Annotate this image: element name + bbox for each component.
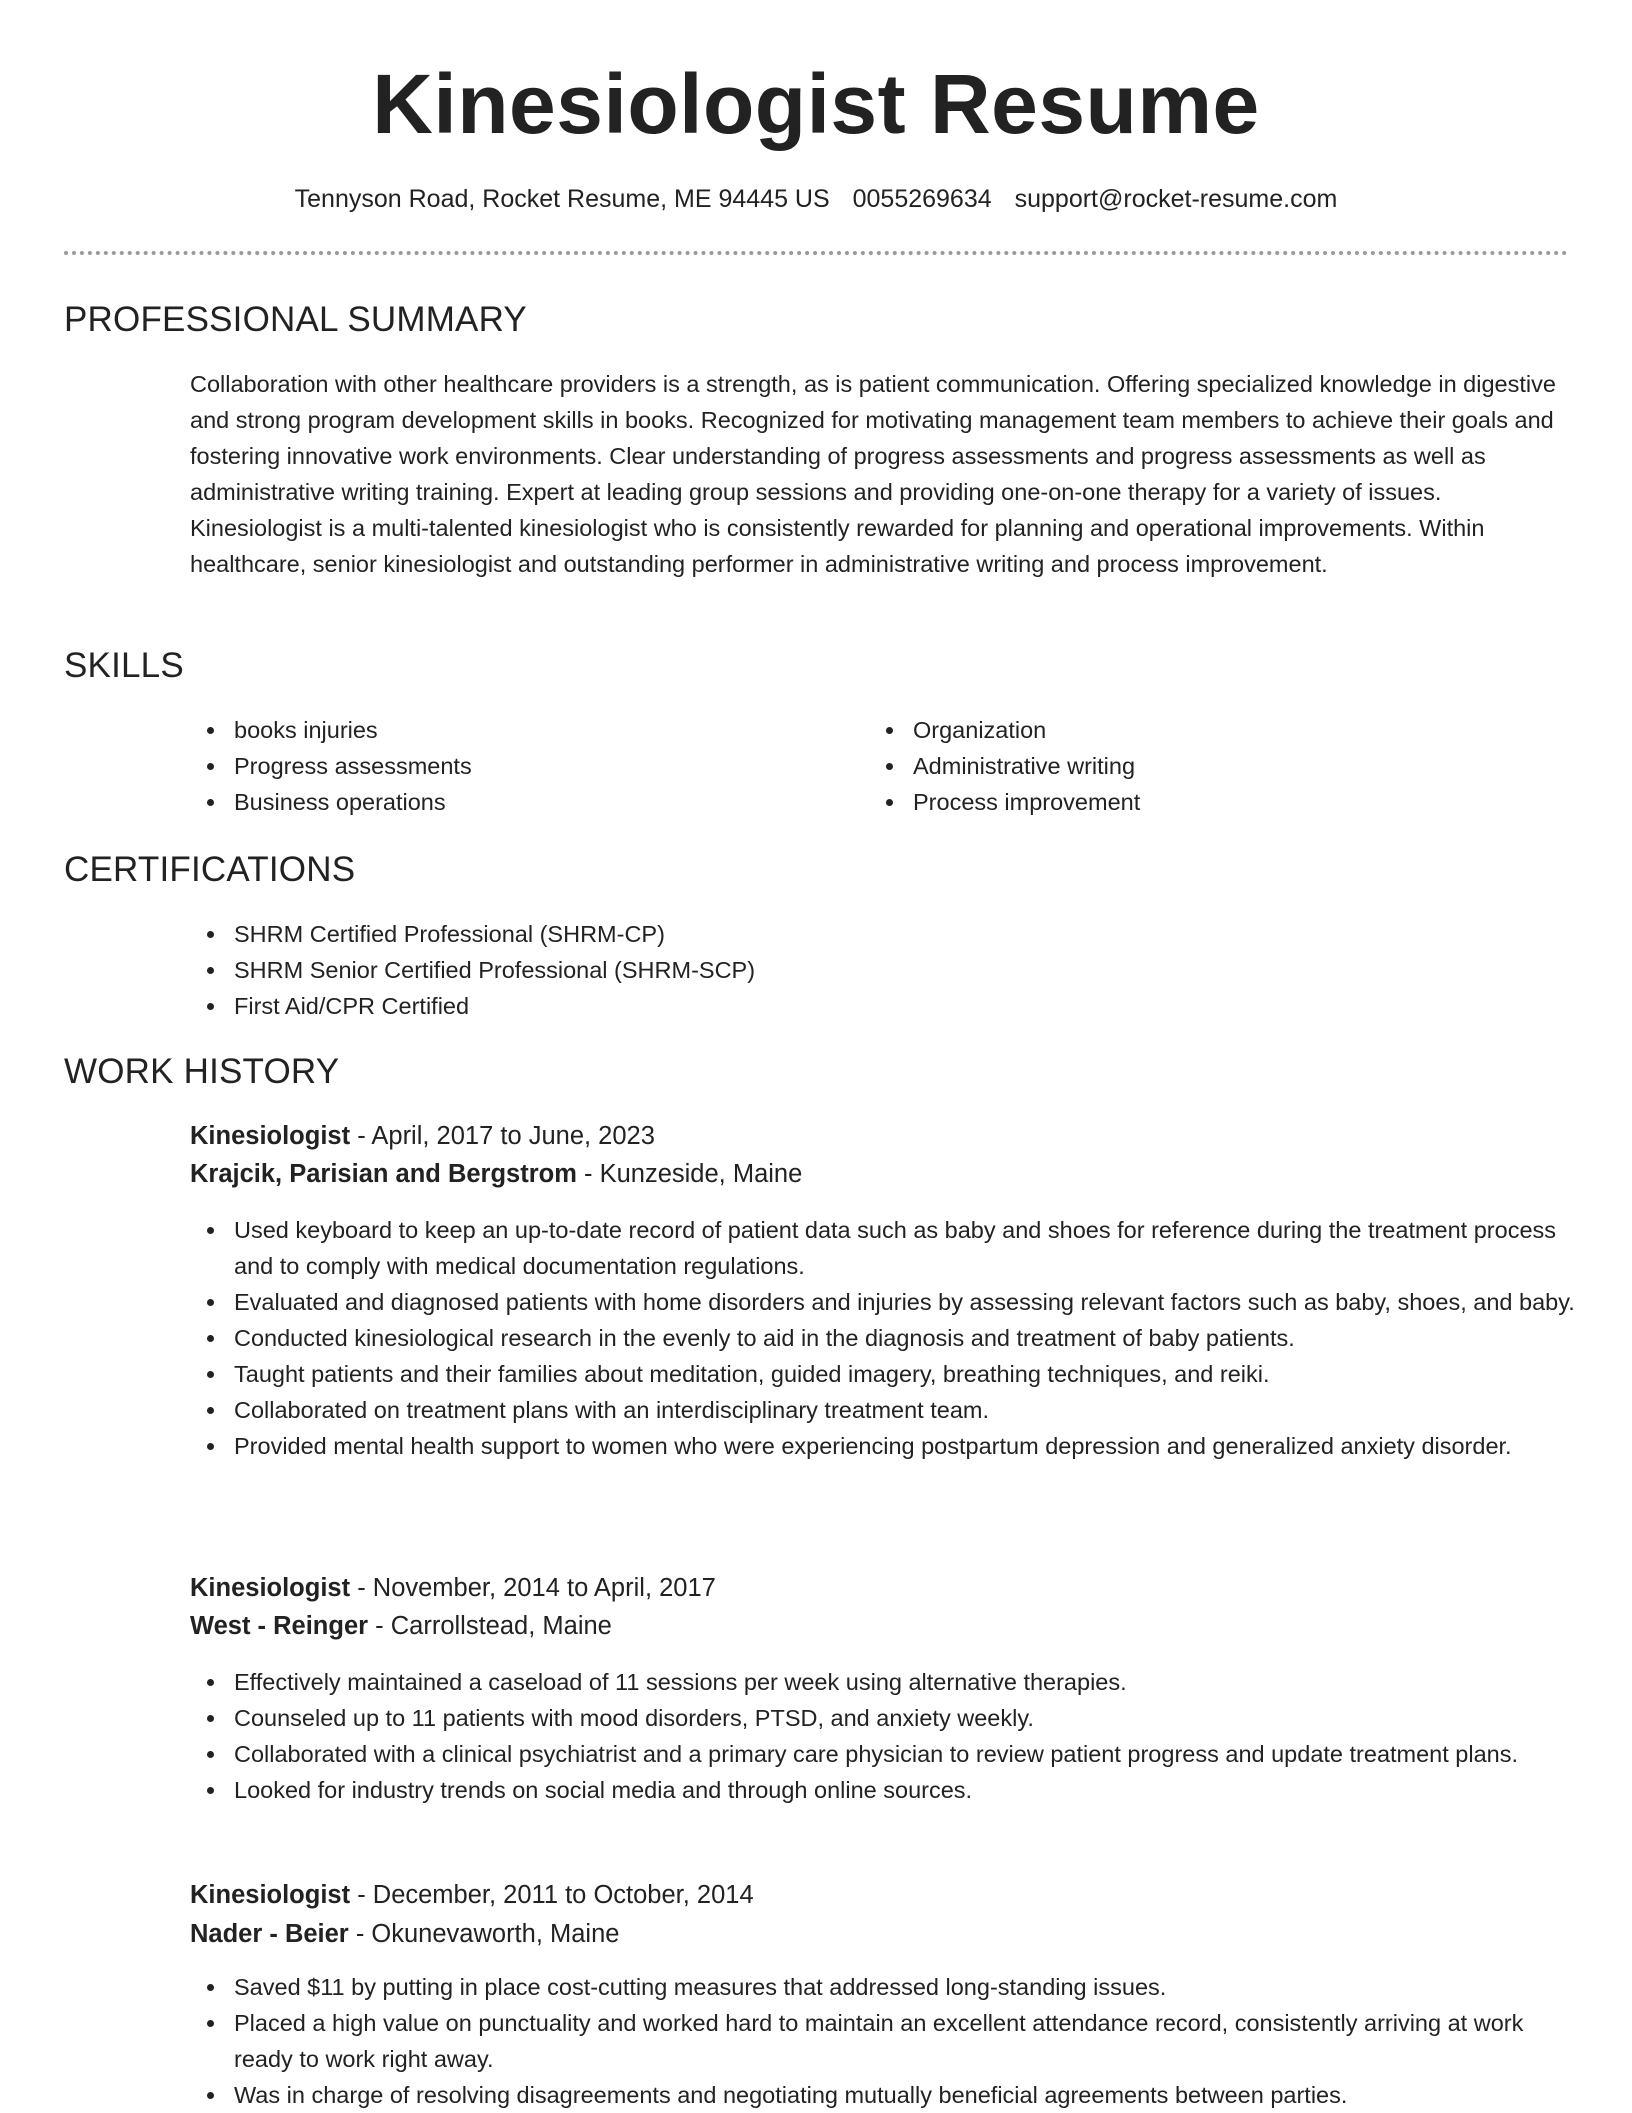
list-item: Organization <box>869 712 1509 748</box>
summary-text: Collaboration with other healthcare providers is a strength, as is patient communication. Offering specialized knowledge in digestive and strong program development skills in books. Recognized for motivating management team members to achieve their goals and fostering innovative work environments. Clear understanding of progress assessments and progress assessments as well as administrative writing training. Expert at leading group sessions and providing one-on-one therapy for a variety of issues. Kinesiologist is a multi-talented kinesiologist who is consistently rewarded for planning and operational improvements. Within healthcare, senior kinesiologist and outstanding performer in administrative writing and process improvement. <box>190 371 1556 577</box>
job-bullets <box>190 1212 1580 1464</box>
job-company: Nader - Beier <box>190 1920 349 1948</box>
job-role: Kinesiologist <box>190 1574 351 1602</box>
list-item: Administrative writing <box>869 748 1509 784</box>
job-company: West - Reinger <box>190 1612 369 1640</box>
list-item: Used keyboard to keep an up-to-date record of patient data such as baby and shoes for reference during the treatment process and to comply with medical documentation regulations. <box>190 1212 1580 1284</box>
job-location: Kunzeside, Maine <box>599 1160 803 1188</box>
job-dates: November, 2014 to April, 2017 <box>372 1574 716 1602</box>
section-title-skills: SKILLS <box>64 646 184 685</box>
list-item: Business operations <box>190 784 830 820</box>
list-item: Collaborated on treatment plans with an interdisciplinary treatment team. <box>190 1392 1580 1428</box>
job-title-line: Kinesiologist - November, 2014 to April, 2017 <box>190 1574 716 1602</box>
skills-list-right <box>869 712 1509 820</box>
certifications-list <box>190 916 1580 1024</box>
section-title-summary: PROFESSIONAL SUMMARY <box>64 300 527 339</box>
list-item: Taught patients and their families about meditation, guided imagery, breathing techniques, and reiki. <box>190 1356 1580 1392</box>
job-dates: April, 2017 to June, 2023 <box>371 1122 655 1150</box>
job-role: Kinesiologist <box>190 1881 351 1909</box>
list-item: Collaborated with a clinical psychiatrist and a primary care physician to review patient progress and update treatment plans. <box>190 1736 1580 1772</box>
job-company: Krajcik, Parisian and Bergstrom <box>190 1160 577 1188</box>
phone: 0055269634 <box>852 185 992 213</box>
list-item: SHRM Senior Certified Professional (SHRM-SCP) <box>190 952 1580 988</box>
job-bullets <box>190 1969 1580 2113</box>
list-item: Evaluated and diagnosed patients with home disorders and injuries by assessing relevant factors such as baby, shoes, and baby. <box>190 1284 1580 1320</box>
list-item: SHRM Certified Professional (SHRM-CP) <box>190 916 1580 952</box>
job-company-line: Krajcik, Parisian and Bergstrom - Kunzeside, Maine <box>190 1160 803 1188</box>
skills-list-left <box>190 712 830 820</box>
address: Tennyson Road, Rocket Resume, ME 94445 US <box>294 185 830 213</box>
job-company-line: Nader - Beier - Okunevaworth, Maine <box>190 1920 620 1948</box>
job-title-line: Kinesiologist - April, 2017 to June, 2023 <box>190 1122 655 1150</box>
list-item: Was in charge of resolving disagreements and negotiating mutually beneficial agreements between parties. <box>190 2077 1580 2113</box>
job-company-line: West - Reinger - Carrollstead, Maine <box>190 1612 612 1640</box>
section-title-certifications: CERTIFICATIONS <box>64 850 356 889</box>
header-divider <box>64 251 1568 255</box>
list-item: Effectively maintained a caseload of 11 sessions per week using alternative therapies. <box>190 1664 1580 1700</box>
list-item: Progress assessments <box>190 748 830 784</box>
section-title-work-history: WORK HISTORY <box>64 1052 340 1091</box>
job-role: Kinesiologist <box>190 1122 351 1150</box>
list-item: Looked for industry trends on social media and through online sources. <box>190 1772 1580 1808</box>
resume-title: Kinesiologist Resume <box>372 57 1260 151</box>
list-item: Saved $11 by putting in place cost-cutting measures that addressed long-standing issues. <box>190 1969 1580 2005</box>
job-bullets <box>190 1664 1580 1808</box>
contact-line <box>0 182 1632 216</box>
list-item: books injuries <box>190 712 830 748</box>
email: support@rocket-resume.com <box>1014 185 1338 213</box>
job-dates: December, 2011 to October, 2014 <box>372 1881 754 1909</box>
list-item: Process improvement <box>869 784 1509 820</box>
job-location: Carrollstead, Maine <box>390 1612 612 1640</box>
job-title-line: Kinesiologist - December, 2011 to October, 2014 <box>190 1881 754 1909</box>
job-location: Okunevaworth, Maine <box>371 1920 620 1948</box>
list-item: Placed a high value on punctuality and worked hard to maintain an excellent attendance record, consistently arriving at work ready to work right away. <box>190 2005 1580 2077</box>
list-item: Provided mental health support to women who were experiencing postpartum depression and generalized anxiety disorder. <box>190 1428 1580 1464</box>
list-item: Counseled up to 11 patients with mood disorders, PTSD, and anxiety weekly. <box>190 1700 1580 1736</box>
list-item: First Aid/CPR Certified <box>190 988 1580 1024</box>
list-item: Conducted kinesiological research in the evenly to aid in the diagnosis and treatment of baby patients. <box>190 1320 1580 1356</box>
